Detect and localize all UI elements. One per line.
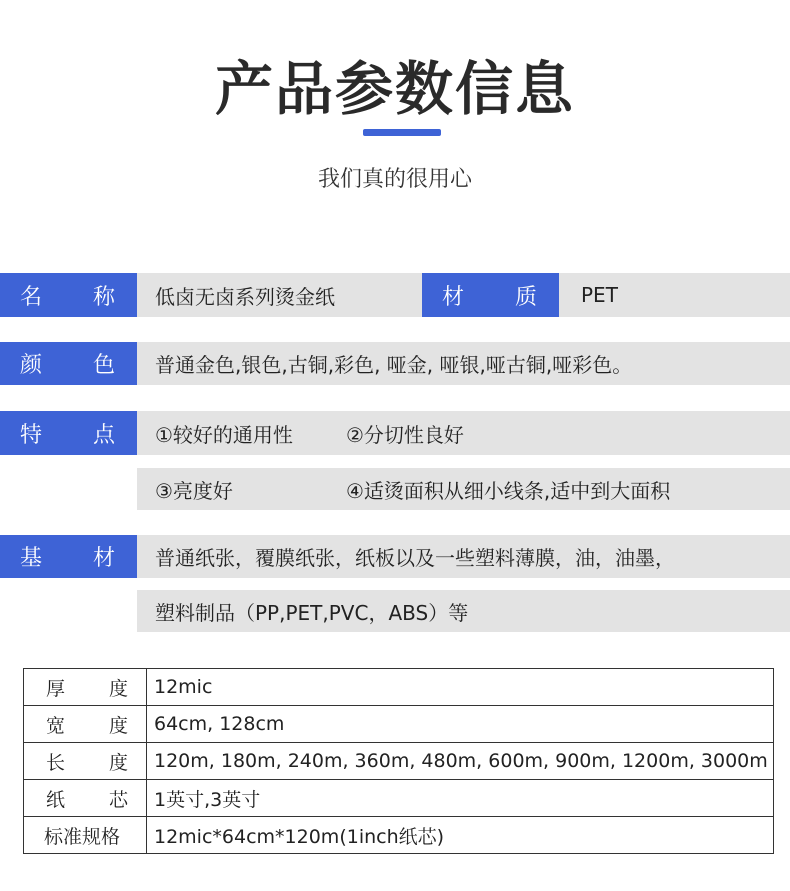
spec-value-thickness: 12mic bbox=[147, 669, 774, 706]
table-row bbox=[24, 817, 774, 854]
feature-item-2: ②分切性良好 bbox=[346, 422, 464, 447]
substrate-value-line2: 塑料制品（PP,PET,PVC，ABS）等 bbox=[137, 590, 790, 632]
feature-item-4: ④适烫面积从细小线条,适中到大面积 bbox=[346, 478, 671, 503]
substrate-label: 基 材 bbox=[0, 535, 137, 578]
spec-key-width: 宽 度 bbox=[24, 706, 147, 743]
spec-value-width: 64cm, 128cm bbox=[147, 706, 774, 743]
feature-item-1: ①较好的通用性 bbox=[155, 422, 293, 447]
title-underline bbox=[363, 129, 441, 136]
spec-key-core: 纸 芯 bbox=[24, 780, 147, 817]
spec-value-core: 1英寸,3英寸 bbox=[147, 780, 774, 817]
spec-table bbox=[23, 668, 774, 854]
feature-item-3: ③亮度好 bbox=[155, 478, 233, 503]
color-label: 颜 色 bbox=[0, 342, 137, 385]
table-row bbox=[24, 669, 774, 706]
features-value-line1 bbox=[137, 411, 790, 455]
table-row bbox=[24, 780, 774, 817]
page-subtitle: 我们真的很用心 bbox=[317, 167, 472, 192]
spec-value-standard: 12mic*64cm*120m(1inch纸芯) bbox=[147, 817, 774, 854]
substrate-value-line1: 普通纸张，覆膜纸张，纸板以及一些塑料薄膜，油，油墨， bbox=[137, 535, 790, 578]
page-title: 产品参数信息 bbox=[214, 55, 575, 123]
spec-key-standard: 标准规格 bbox=[24, 817, 147, 854]
name-value: 低卤无卤系列烫金纸 bbox=[137, 273, 422, 317]
spec-key-thickness: 厚 度 bbox=[24, 669, 147, 706]
material-label: 材 质 bbox=[422, 273, 559, 317]
table-row bbox=[24, 706, 774, 743]
spec-value-length: 120m, 180m, 240m, 360m, 480m, 600m, 900m, 1200m, 3000m bbox=[147, 743, 774, 780]
table-row bbox=[24, 743, 774, 780]
features-label: 特 点 bbox=[0, 411, 137, 455]
color-value: 普通金色,银色,古铜,彩色, 哑金, 哑银,哑古铜,哑彩色。 bbox=[137, 342, 790, 385]
spec-key-length: 长 度 bbox=[24, 743, 147, 780]
features-value-line2 bbox=[137, 468, 790, 510]
material-value: PET bbox=[559, 273, 790, 317]
name-label: 名 称 bbox=[0, 273, 137, 317]
